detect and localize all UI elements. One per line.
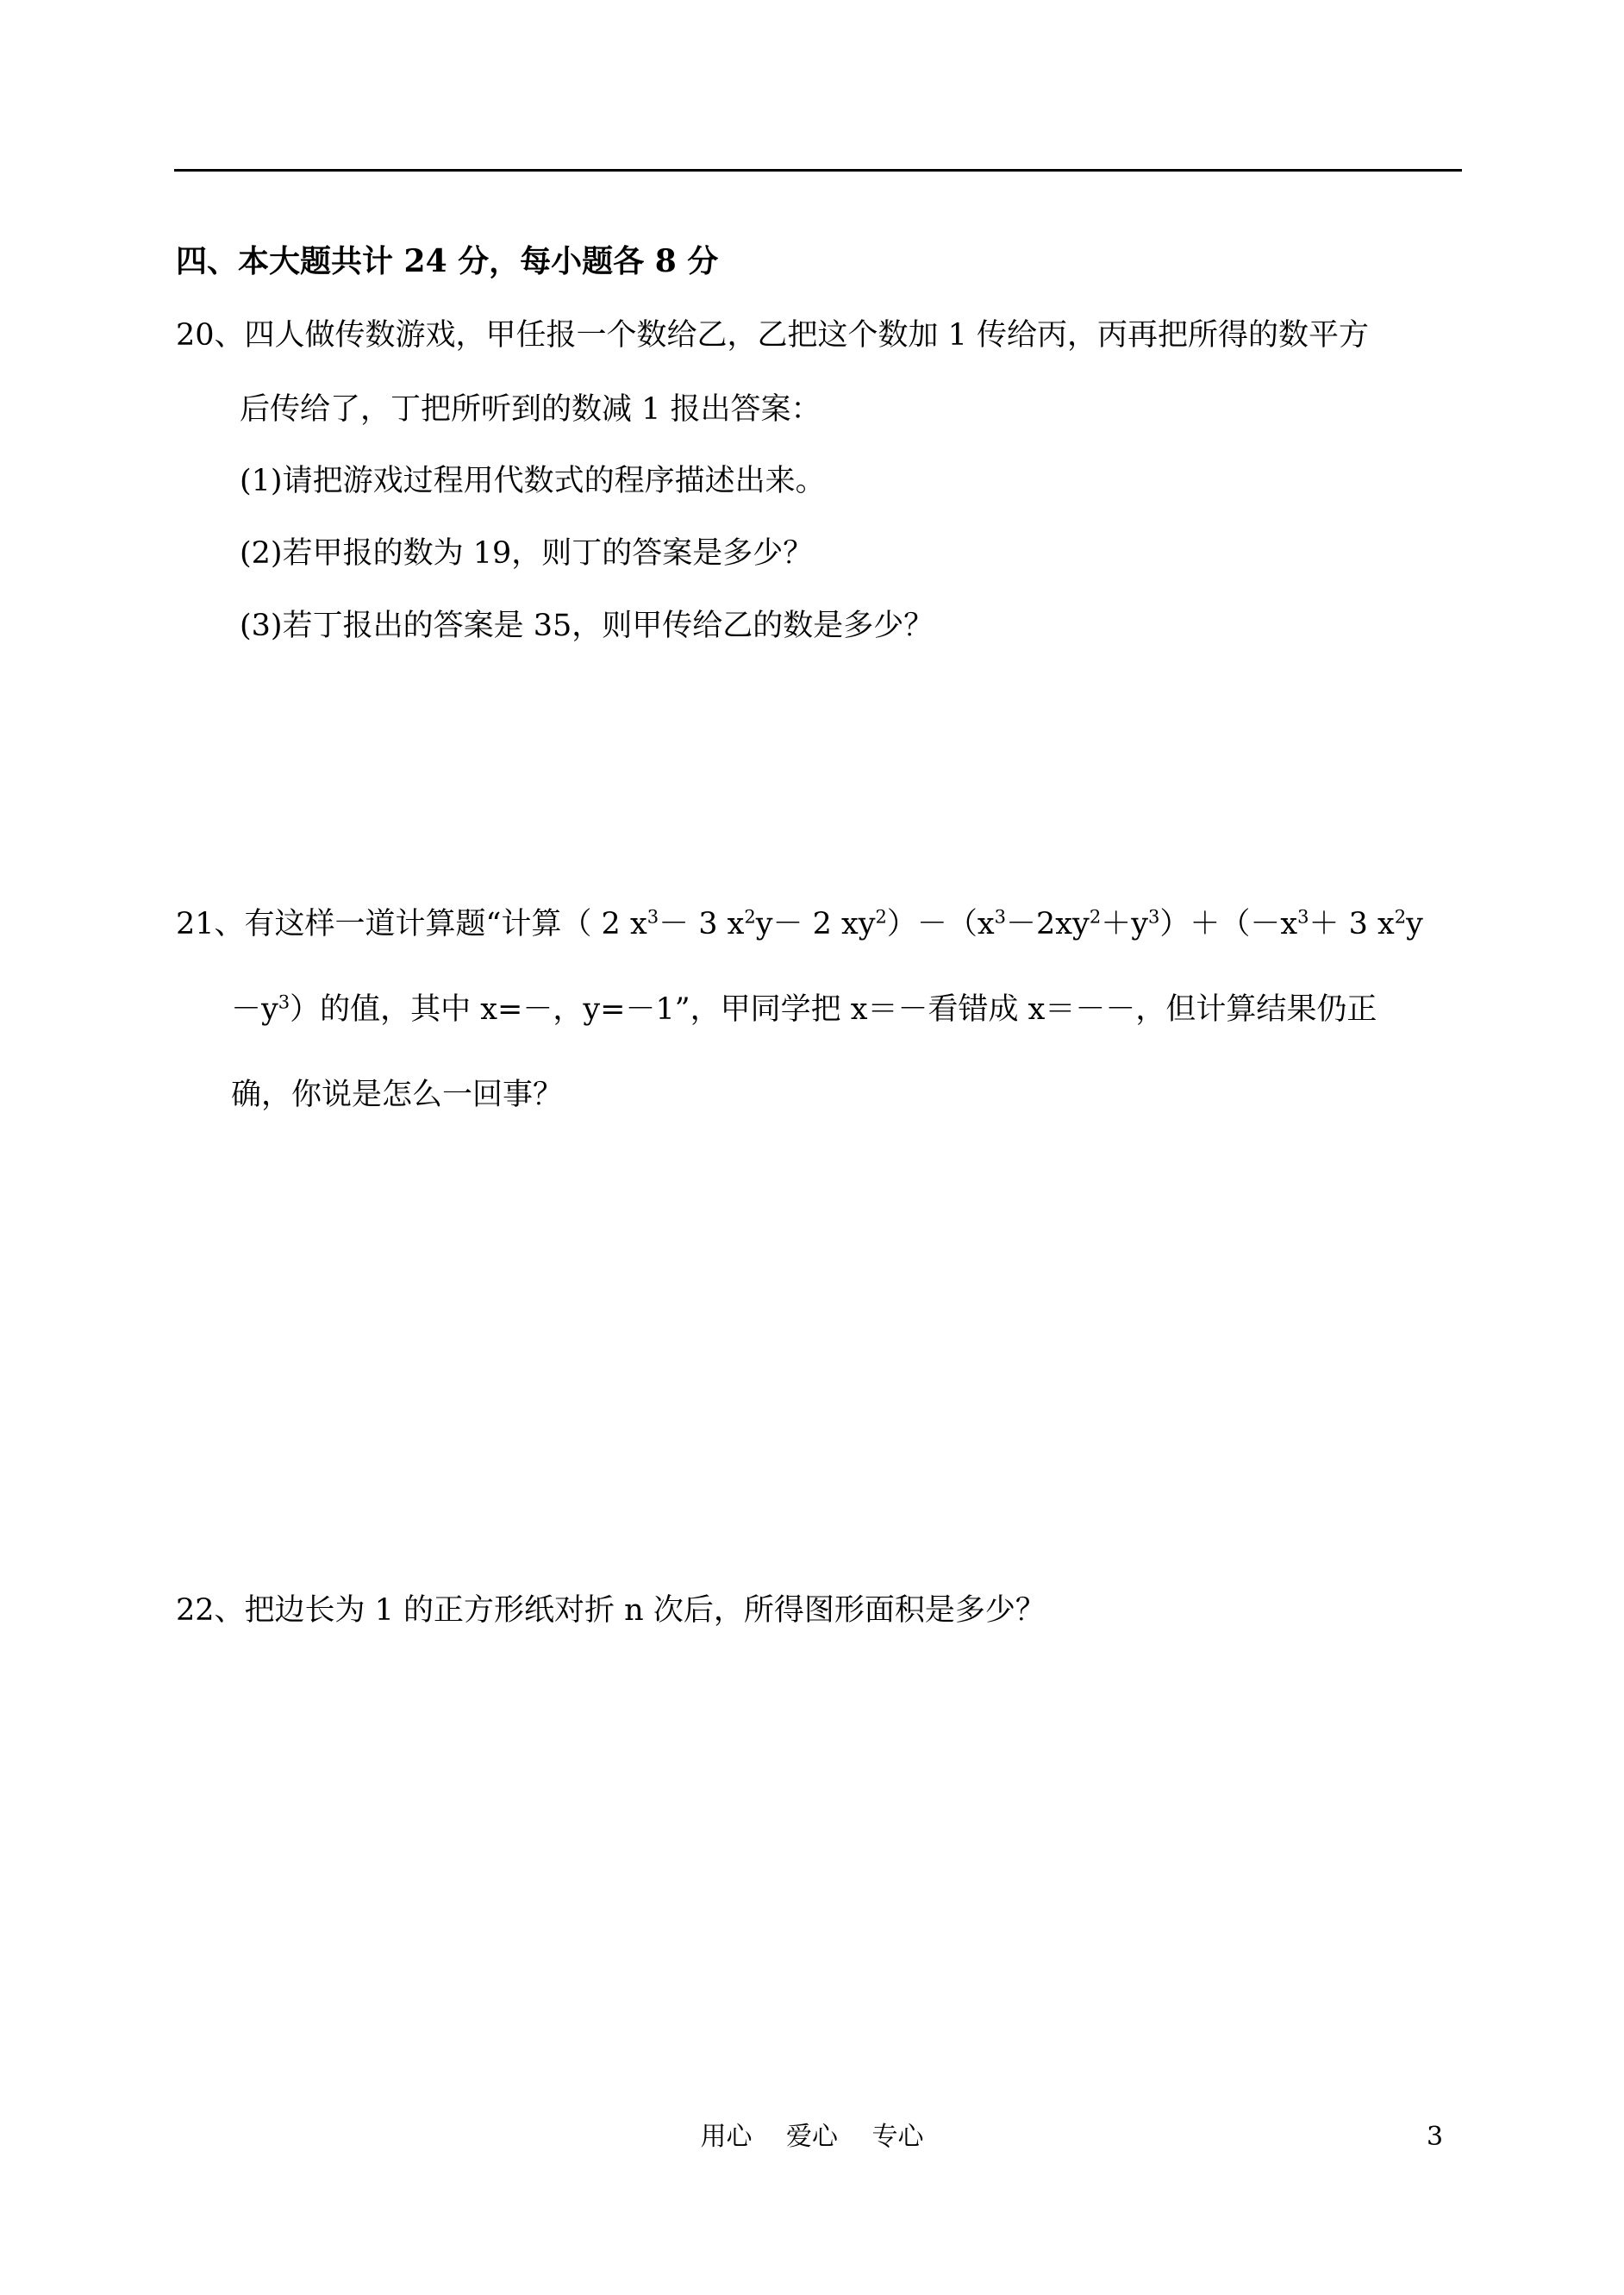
q21-l2-b: ）的值，其中 x=－，y=－1”，甲同学把 x＝－看错成 x＝－－，但计算结果仍正 <box>290 992 1377 1027</box>
question-21-line-1 <box>176 905 1423 943</box>
q21-l1-c-exp: 2 <box>875 906 887 928</box>
question-20-line-1: 20、四人做传数游戏，甲任报一个数给乙，乙把这个数加 1 传给丙，丙再把所得的数平方 <box>176 318 1370 353</box>
q21-l1-i: y <box>1406 907 1423 941</box>
q21-l1-d: ）－（x <box>886 907 995 941</box>
footer-motto: 用心 爱心 专心 <box>700 2122 924 2152</box>
q21-l1-f: ＋y <box>1101 907 1148 941</box>
q21-l2-a: －y <box>231 992 278 1027</box>
q21-l1-g-exp: 3 <box>1297 906 1309 928</box>
q21-l1-b-exp: 2 <box>744 906 756 928</box>
q21-l1-g: ）＋（－x <box>1159 907 1298 941</box>
q21-l1-e-exp: 2 <box>1089 906 1102 928</box>
q21-l1-e: －2xy <box>1006 907 1090 941</box>
question-21-line-2 <box>231 991 1377 1029</box>
q21-l1-a: 21、有这样一道计算题“计算（ 2 x <box>176 907 647 941</box>
page-number: 3 <box>1427 2122 1444 2152</box>
question-20-part-3: (3)若丁报出的答案是 35，则甲传给乙的数是多少？ <box>240 609 934 643</box>
section-title: 四、本大题共计 24 分，每小题各 8 分 <box>176 243 719 279</box>
q21-l1-f-exp: 3 <box>1147 906 1160 928</box>
header-rule <box>174 169 1462 172</box>
question-20-line-2: 后传给了，丁把所听到的数减 1 报出答案： <box>240 392 821 427</box>
question-21-line-3: 确，你说是怎么一回事？ <box>231 1078 564 1112</box>
q21-l1-h-exp: 2 <box>1394 906 1407 928</box>
question-20-part-1: (1)请把游戏过程用代数式的程序描述出来。 <box>240 464 826 498</box>
q21-l1-d-exp: 3 <box>994 906 1007 928</box>
q21-l1-b: － 3 x <box>659 907 745 941</box>
question-20-part-2: (2)若甲报的数为 19，则丁的答案是多少？ <box>240 536 814 571</box>
q21-l2-a-exp: 3 <box>278 991 290 1013</box>
q21-l1-a-exp: 3 <box>646 906 659 928</box>
question-22-line: 22、把边长为 1 的正方形纸对折 n 次后，所得图形面积是多少？ <box>176 1593 1046 1628</box>
q21-l1-h: ＋ 3 x <box>1309 907 1395 941</box>
q21-l1-c: y－ 2 xy <box>755 907 876 941</box>
